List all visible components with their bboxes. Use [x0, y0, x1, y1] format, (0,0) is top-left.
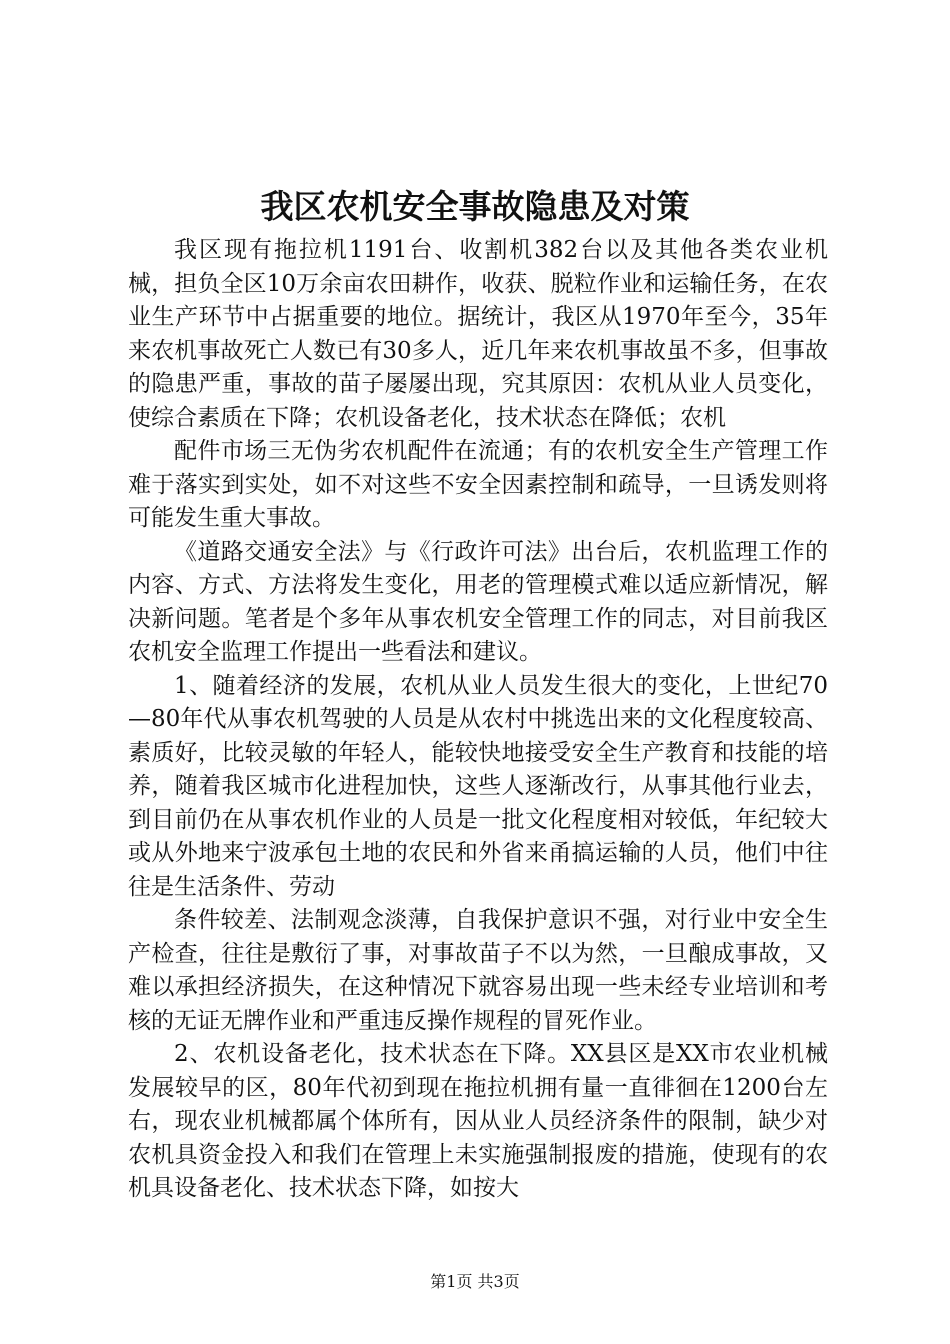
paragraph: 《道路交通安全法》与《行政许可法》出台后，农机监理工作的内容、方式、方法将发生变化，用老的管理模式难以适应新情况，解决新问题。笔者是个多年从事农机安全管理工作的同志，对目前我区农机安全监理工作提出一些看法和建议。: [128, 538, 828, 665]
paragraph: 条件较差、法制观念淡薄，自我保护意识不强，对行业中安全生产检查，往往是敷衍了事，对事故苗子不以为然，一旦酿成事故，又难以承担经济损失，在这种情况下就容易出现一些未经专业培训和考核的无证无牌作业和严重违反操作规程的冒死作业。: [128, 907, 828, 1034]
paragraph: 2、农机设备老化，技术状态在下降。XX县区是XX市农业机械发展较早的区，80年代初到现在拖拉机拥有量一直徘徊在1200台左右，现农业机械都属个体所有，因从业人员经济条件的限制，缺少对农机具资金投入和我们在管理上未实施强制报废的措施，使现有的农机具设备老化、技术状态下降，如按大: [128, 1041, 828, 1201]
document-body: [128, 234, 828, 1206]
paragraph: 我区现有拖拉机1191台、收割机382台以及其他各类农业机械，担负全区10万余亩农田耕作，收获、脱粒作业和运输任务，在农业生产环节中占据重要的地位。据统计，我区从1970年至今，35年来农机事故死亡人数已有30多人，近几年来农机事故虽不多，但事故的隐患严重，事故的苗子屡屡出现，究其原因：农机从业人员变化，使综合素质在下降；农机设备老化，技术状态在降低；农机: [128, 237, 828, 431]
page-title: 我区农机安全事故隐患及对策: [260, 187, 690, 226]
paragraph: 1、随着经济的发展，农机从业人员发生很大的变化，上世纪70—80年代从事农机驾驶的人员是从农村中挑选出来的文化程度较高、素质好，比较灵敏的年轻人，能较快地接受安全生产教育和技能的培养，随着我区城市化进程加快，这些人逐渐改行，从事其他行业去，到目前仍在从事农机作业的人员是一批文化程度相对较低，年纪较大或从外地来宁波承包土地的农民和外省来甬搞运输的人员，他们中往往是生活条件、劳动: [128, 672, 828, 900]
page-number-footer: 第1页 共3页: [430, 1272, 520, 1291]
paragraph: 配件市场三无伪劣农机配件在流通；有的农机安全生产管理工作难于落实到实处，如不对这些不安全因素控制和疏导，一旦诱发则将可能发生重大事故。: [128, 438, 828, 531]
